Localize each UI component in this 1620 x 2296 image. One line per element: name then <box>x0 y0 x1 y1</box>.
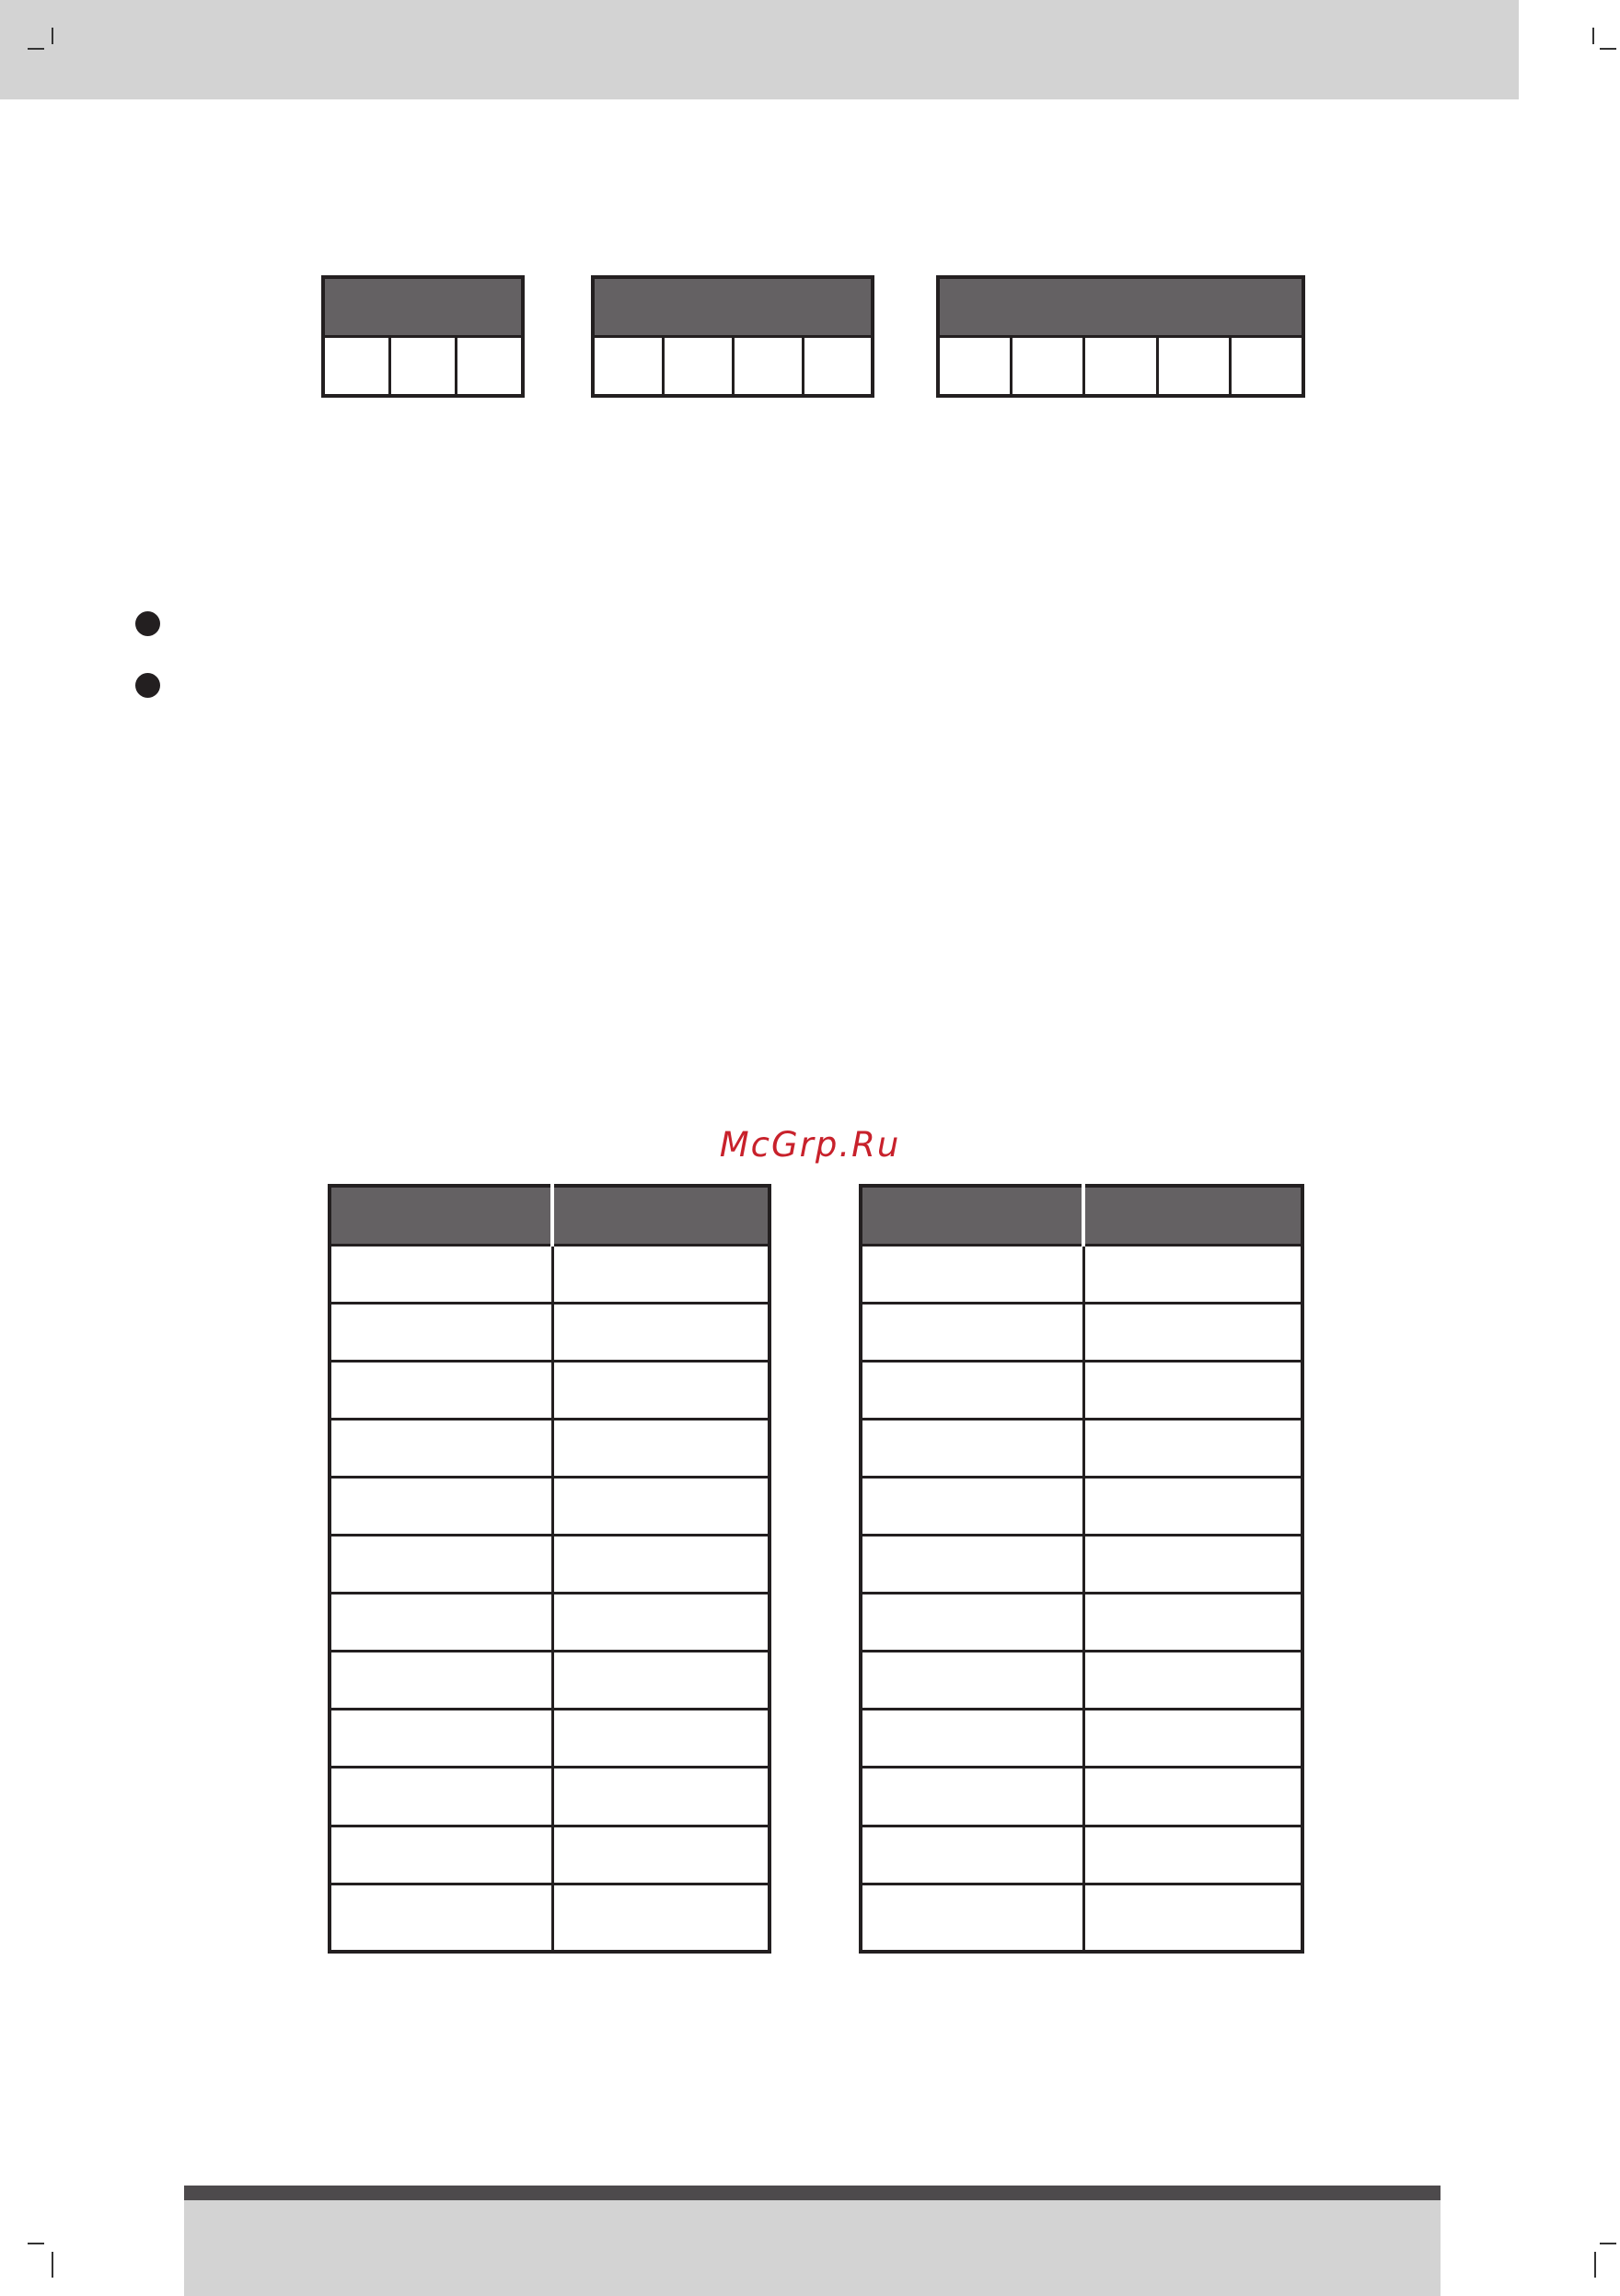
table-cell <box>330 1652 552 1710</box>
table-cell <box>552 1652 770 1710</box>
table-cell <box>323 337 389 397</box>
table-row <box>330 1652 770 1710</box>
table-cell <box>552 1303 770 1361</box>
table-cell <box>330 1826 552 1884</box>
small-table-1-header <box>323 277 523 337</box>
crop-mark-top-left-h <box>28 48 44 50</box>
large-table-left <box>328 1184 771 1954</box>
table-cell <box>330 1768 552 1826</box>
table-cell <box>803 337 873 397</box>
table-cell <box>552 1768 770 1826</box>
table-header-cell <box>330 1186 552 1245</box>
table-row <box>861 1594 1302 1652</box>
table-cell <box>1083 1419 1302 1477</box>
table-cell <box>1083 1245 1302 1303</box>
table-cell <box>552 1361 770 1419</box>
table-row <box>330 1419 770 1477</box>
table-cell <box>1083 1594 1302 1652</box>
table-cell <box>861 1594 1083 1652</box>
table-cell <box>330 1303 552 1361</box>
table-header-cell <box>1083 1186 1302 1245</box>
table-cell <box>861 1768 1083 1826</box>
table-row <box>330 1536 770 1594</box>
table-cell <box>1083 1884 1302 1952</box>
table-row <box>330 1884 770 1952</box>
table-row <box>330 1245 770 1303</box>
table-cell <box>552 1536 770 1594</box>
table-cell <box>330 1536 552 1594</box>
table-row <box>330 1303 770 1361</box>
table-cell <box>330 1477 552 1535</box>
table-cell <box>861 1826 1083 1884</box>
table-cell <box>552 1884 770 1952</box>
table-row <box>330 1710 770 1768</box>
table-cell <box>330 1884 552 1952</box>
table-cell <box>1083 1652 1302 1710</box>
table-cell <box>330 1710 552 1768</box>
small-table-3 <box>936 275 1305 398</box>
table-row <box>861 1826 1302 1884</box>
table-cell <box>1083 1768 1302 1826</box>
top-header-band <box>0 0 1519 99</box>
table-cell <box>330 1594 552 1652</box>
table-row <box>861 1768 1302 1826</box>
table-cell <box>552 1594 770 1652</box>
table-cell <box>552 1826 770 1884</box>
table-cell <box>861 1245 1083 1303</box>
table-cell <box>663 337 733 397</box>
table-cell <box>861 1477 1083 1535</box>
table-cell <box>1231 337 1303 397</box>
table-cell <box>457 337 523 397</box>
table-row <box>861 1303 1302 1361</box>
table-cell <box>861 1652 1083 1710</box>
bullet-dot-icon <box>135 611 160 636</box>
table-row <box>330 1768 770 1826</box>
table-cell <box>1083 1710 1302 1768</box>
small-table-2 <box>591 275 874 398</box>
table-cell <box>552 1710 770 1768</box>
table-cell <box>861 1884 1083 1952</box>
table-row <box>861 1652 1302 1710</box>
table-cell <box>861 1303 1083 1361</box>
crop-mark-bottom-right-v <box>1594 2252 1596 2278</box>
table-row <box>330 1361 770 1419</box>
table-cell <box>1083 1826 1302 1884</box>
table-cell <box>1011 337 1083 397</box>
table-cell <box>330 1361 552 1419</box>
table-cell <box>1084 337 1157 397</box>
table-row <box>861 1884 1302 1952</box>
table-cell <box>1083 1477 1302 1535</box>
table-cell <box>733 337 803 397</box>
crop-mark-bottom-right-h <box>1600 2243 1616 2244</box>
watermark-text: McGrp.Ru <box>719 1125 901 1165</box>
table-cell <box>552 1477 770 1535</box>
table-row <box>330 1826 770 1884</box>
bullet-dot-icon <box>135 673 160 698</box>
table-cell <box>1083 1303 1302 1361</box>
table-cell <box>330 1245 552 1303</box>
table-cell <box>552 1419 770 1477</box>
table-cell <box>938 337 1011 397</box>
crop-mark-top-right-v <box>1592 28 1594 44</box>
table-header-cell <box>552 1186 770 1245</box>
table-cell <box>861 1710 1083 1768</box>
table-header-cell <box>861 1186 1083 1245</box>
table-cell <box>861 1536 1083 1594</box>
small-table-2-header <box>593 277 873 337</box>
table-row <box>861 1245 1302 1303</box>
table-cell <box>1083 1536 1302 1594</box>
table-cell <box>861 1419 1083 1477</box>
footer-band <box>184 2200 1441 2296</box>
small-table-1 <box>321 275 525 398</box>
table-row <box>861 1710 1302 1768</box>
footer-rule <box>184 2186 1441 2200</box>
large-table-right <box>859 1184 1304 1954</box>
table-row <box>861 1536 1302 1594</box>
table-cell <box>552 1245 770 1303</box>
crop-mark-bottom-left-h <box>28 2243 44 2244</box>
table-cell <box>861 1361 1083 1419</box>
table-cell <box>1157 337 1230 397</box>
crop-mark-bottom-left-v <box>52 2252 53 2278</box>
table-cell <box>1083 1361 1302 1419</box>
crop-mark-top-left-v <box>52 28 53 44</box>
table-row <box>330 1594 770 1652</box>
table-row <box>861 1361 1302 1419</box>
small-table-3-header <box>938 277 1303 337</box>
table-cell <box>389 337 456 397</box>
table-cell <box>330 1419 552 1477</box>
table-row <box>861 1419 1302 1477</box>
table-row <box>330 1477 770 1535</box>
table-row <box>861 1477 1302 1535</box>
crop-mark-top-right-h <box>1600 48 1616 50</box>
table-cell <box>593 337 663 397</box>
